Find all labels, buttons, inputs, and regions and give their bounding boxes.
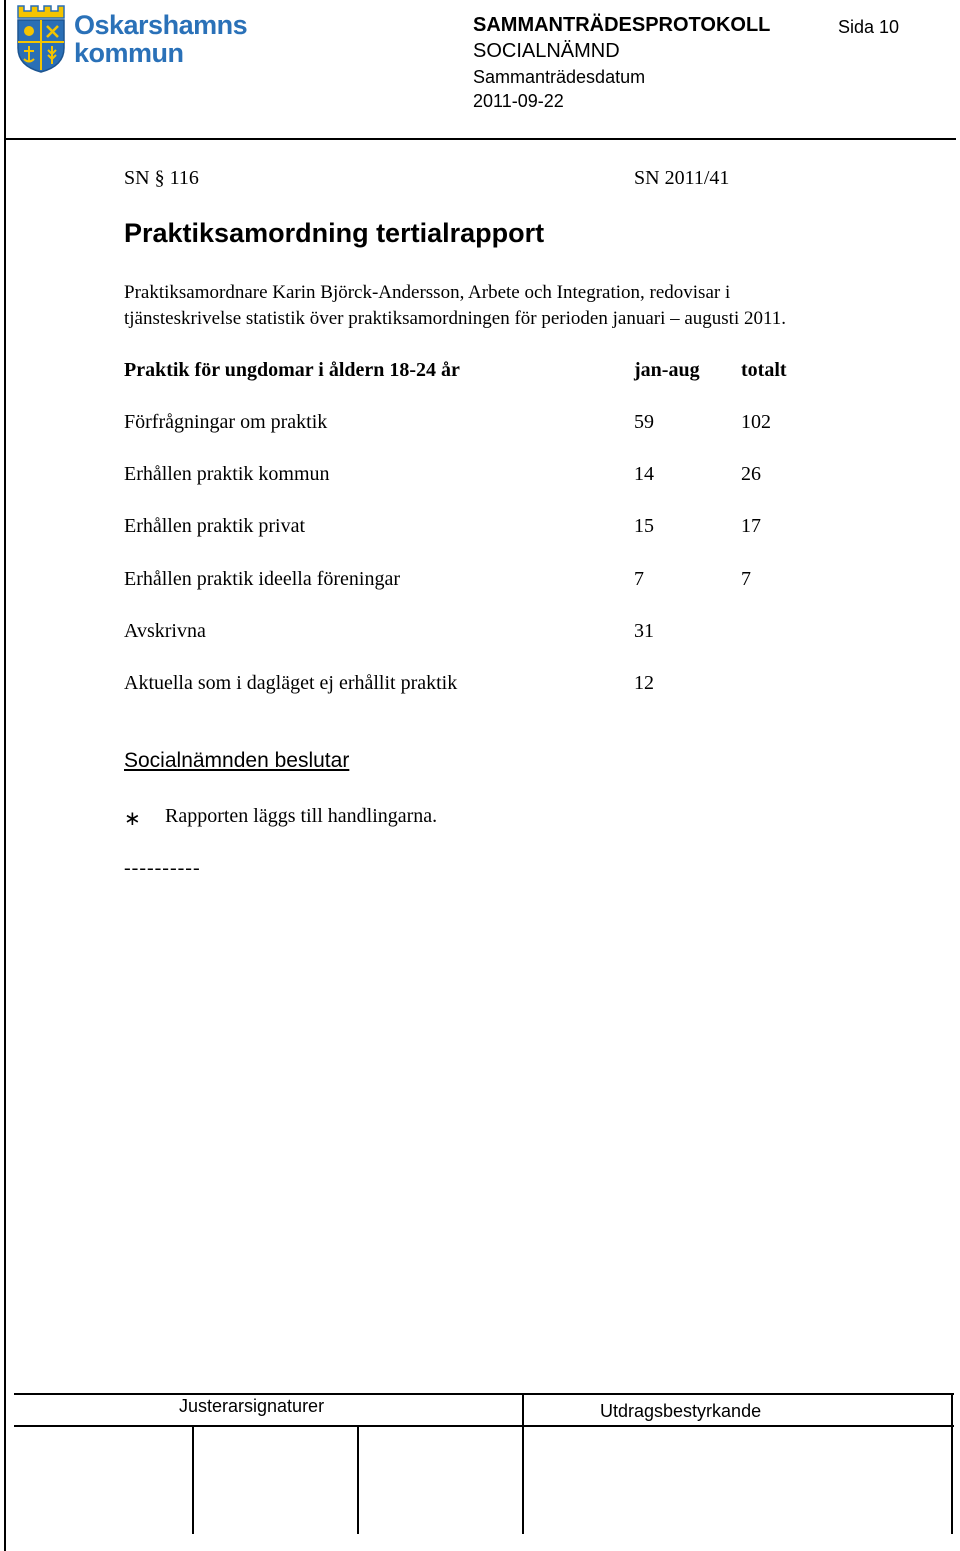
signature-divider: [522, 1393, 524, 1534]
extract-certification-label: Utdragsbestyrkande: [600, 1401, 762, 1421]
document-type: SAMMANTRÄDESPROTOKOLL: [473, 14, 771, 36]
row-jan-aug: 7: [634, 568, 644, 590]
row-label: Förfrågningar om praktik: [124, 411, 328, 433]
row-total: 26: [741, 463, 761, 485]
coat-of-arms-icon: [14, 4, 68, 74]
table-header-total: totalt: [741, 359, 787, 381]
paragraph-number: SN § 116: [124, 167, 199, 189]
footer-middle-rule: [14, 1425, 954, 1427]
signature-divider: [192, 1426, 194, 1534]
bullet-asterisk: ∗: [124, 808, 141, 830]
intro-line-2: tjänsteskrivelse statistik över praktiksamordningen för perioden januari – augusti 2011.: [124, 308, 787, 329]
section-title: Praktiksamordning tertialrapport: [124, 218, 545, 248]
row-jan-aug: 15: [634, 515, 654, 537]
row-jan-aug: 31: [634, 620, 654, 642]
signature-divider: [357, 1426, 359, 1534]
page-number: Sida 10: [838, 17, 900, 37]
end-separator: ----------: [124, 857, 201, 879]
signatures-label: Justerarsignaturer: [179, 1396, 325, 1416]
row-total: 102: [741, 411, 771, 433]
meeting-date-label: Sammanträdesdatum: [473, 67, 646, 87]
municipality-logo: [14, 4, 259, 76]
signature-divider: [951, 1393, 953, 1534]
row-label: Erhållen praktik ideella föreningar: [124, 568, 400, 590]
row-label: Aktuella som i dagläget ej erhållit praktik: [124, 672, 458, 694]
logo-text-line1: Oskarshamns: [74, 10, 248, 40]
logo-text-line2: kommun: [74, 38, 184, 68]
row-jan-aug: 14: [634, 463, 654, 485]
board-name: SOCIALNÄMND: [473, 40, 620, 62]
footer-top-rule: [14, 1393, 954, 1395]
case-number: SN 2011/41: [634, 167, 730, 189]
row-total: 7: [741, 568, 751, 590]
row-label: Erhållen praktik kommun: [124, 463, 330, 485]
header-divider: [5, 138, 956, 140]
left-margin-rule: [4, 0, 6, 1551]
row-jan-aug: 59: [634, 411, 654, 433]
intro-line-1: Praktiksamordnare Karin Björck-Andersson, Arbete och Integration, redovisar i: [124, 282, 731, 303]
meeting-date: 2011-09-22: [473, 91, 564, 111]
row-jan-aug: 12: [634, 672, 654, 694]
table-header-category: Praktik för ungdomar i åldern 18-24 år: [124, 359, 460, 381]
row-total: 17: [741, 515, 761, 537]
row-label: Avskrivna: [124, 620, 206, 642]
row-label: Erhållen praktik privat: [124, 515, 306, 537]
table-header-jan-aug: jan-aug: [634, 359, 700, 381]
decision-text: Rapporten läggs till handlingarna.: [165, 805, 438, 827]
decision-heading: Socialnämnden beslutar: [124, 749, 350, 772]
